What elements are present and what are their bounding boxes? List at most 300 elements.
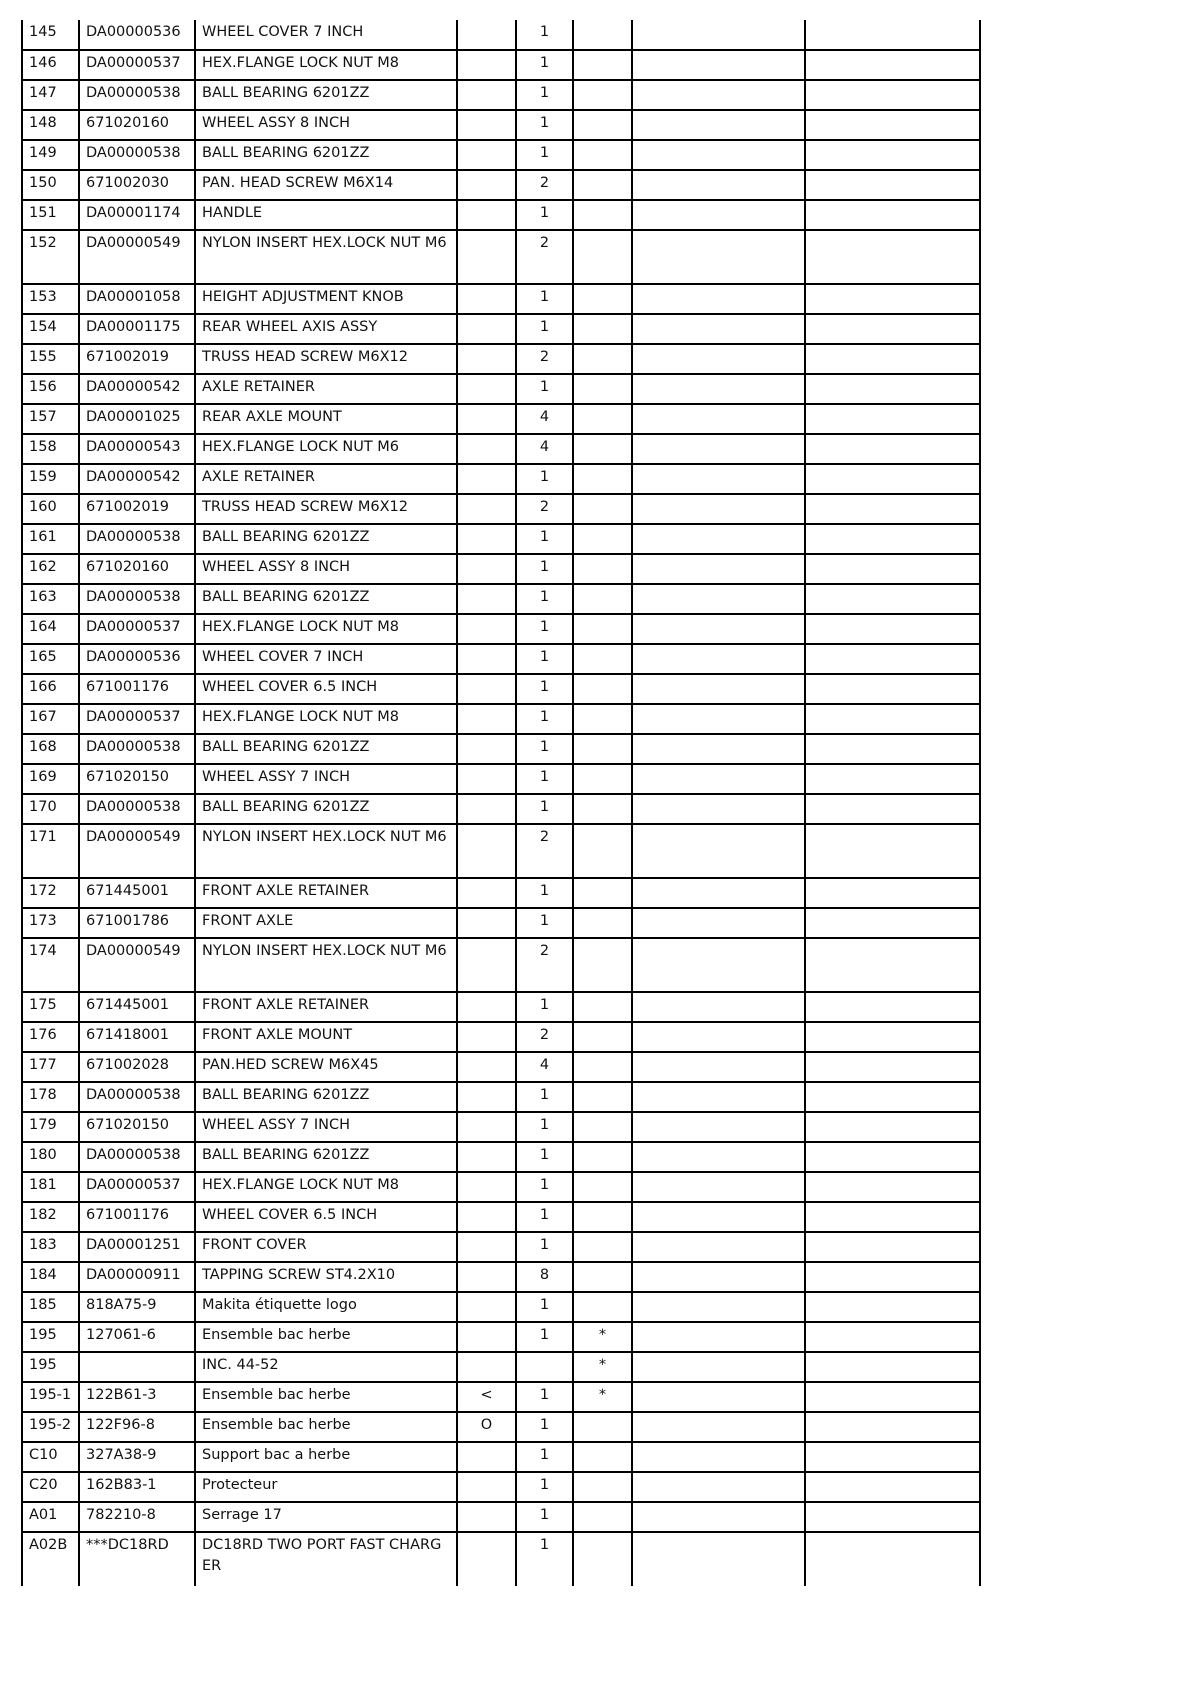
table-row <box>22 20 980 50</box>
mark-cell <box>457 584 516 614</box>
description-cell: NYLON INSERT HEX.LOCK NUT M6 <box>195 230 457 284</box>
item-number-cell: 182 <box>22 1202 79 1232</box>
description-cell: Ensemble bac herbe <box>195 1412 457 1442</box>
description-cell: TAPPING SCREW ST4.2X10 <box>195 1262 457 1292</box>
part-number-cell: DA00000537 <box>79 50 195 80</box>
quantity-cell: 2 <box>516 824 573 878</box>
blank-cell <box>632 494 805 524</box>
note-cell <box>573 1082 632 1112</box>
description-cell: TRUSS HEAD SCREW M6X12 <box>195 494 457 524</box>
note-cell <box>573 1232 632 1262</box>
part-number-cell: 671418001 <box>79 1022 195 1052</box>
table-row <box>22 1442 980 1472</box>
note-cell <box>573 908 632 938</box>
note-cell <box>573 1022 632 1052</box>
part-number-cell: 671002019 <box>79 344 195 374</box>
item-number-cell: 195-2 <box>22 1412 79 1442</box>
mark-cell <box>457 494 516 524</box>
quantity-cell: 1 <box>516 1232 573 1262</box>
item-number-cell: 156 <box>22 374 79 404</box>
item-number-cell: 195 <box>22 1322 79 1352</box>
item-number-cell: 154 <box>22 314 79 344</box>
note-cell <box>573 1142 632 1172</box>
item-number-cell: A02B <box>22 1532 79 1586</box>
blank-cell <box>805 1382 980 1412</box>
blank-cell <box>632 1262 805 1292</box>
quantity-cell: 1 <box>516 1412 573 1442</box>
blank-cell <box>805 1172 980 1202</box>
item-number-cell: 172 <box>22 878 79 908</box>
blank-cell <box>632 794 805 824</box>
blank-cell <box>805 554 980 584</box>
part-number-cell: 671020150 <box>79 1112 195 1142</box>
quantity-cell: 1 <box>516 110 573 140</box>
blank-cell <box>632 374 805 404</box>
quantity-cell: 1 <box>516 908 573 938</box>
quantity-cell: 1 <box>516 1082 573 1112</box>
mark-cell <box>457 404 516 434</box>
description-cell: HANDLE <box>195 200 457 230</box>
blank-cell <box>805 464 980 494</box>
blank-cell <box>632 434 805 464</box>
blank-cell <box>805 284 980 314</box>
part-number-cell: DA00000537 <box>79 614 195 644</box>
blank-cell <box>632 1052 805 1082</box>
blank-cell <box>632 1472 805 1502</box>
part-number-cell: DA00000538 <box>79 1142 195 1172</box>
quantity-cell: 1 <box>516 704 573 734</box>
description-cell: HEX.FLANGE LOCK NUT M8 <box>195 704 457 734</box>
mark-cell <box>457 734 516 764</box>
blank-cell <box>805 1472 980 1502</box>
note-cell <box>573 494 632 524</box>
blank-cell <box>805 1232 980 1262</box>
mark-cell <box>457 230 516 284</box>
note-cell <box>573 1412 632 1442</box>
item-number-cell: 177 <box>22 1052 79 1082</box>
description-cell: FRONT AXLE RETAINER <box>195 878 457 908</box>
table-row <box>22 110 980 140</box>
blank-cell <box>805 644 980 674</box>
quantity-cell: 2 <box>516 230 573 284</box>
part-number-cell: DA00000549 <box>79 938 195 992</box>
table-row <box>22 1202 980 1232</box>
quantity-cell: 1 <box>516 644 573 674</box>
description-cell: Protecteur <box>195 1472 457 1502</box>
part-number-cell: DA00001251 <box>79 1232 195 1262</box>
table-row <box>22 200 980 230</box>
part-number-cell: DA00000538 <box>79 584 195 614</box>
blank-cell <box>805 992 980 1022</box>
part-number-cell: DA00000538 <box>79 794 195 824</box>
part-number-cell: DA00000911 <box>79 1262 195 1292</box>
table-row <box>22 80 980 110</box>
note-cell <box>573 314 632 344</box>
blank-cell <box>632 992 805 1022</box>
quantity-cell: 1 <box>516 1172 573 1202</box>
blank-cell <box>805 434 980 464</box>
part-number-cell: DA00001025 <box>79 404 195 434</box>
blank-cell <box>805 20 980 50</box>
table-row <box>22 794 980 824</box>
quantity-cell: 4 <box>516 404 573 434</box>
note-cell <box>573 284 632 314</box>
blank-cell <box>805 878 980 908</box>
description-cell: WHEEL COVER 6.5 INCH <box>195 1202 457 1232</box>
mark-cell <box>457 284 516 314</box>
table-row <box>22 734 980 764</box>
table-row <box>22 1292 980 1322</box>
blank-cell <box>805 140 980 170</box>
blank-cell <box>805 1322 980 1352</box>
quantity-cell: 1 <box>516 1142 573 1172</box>
item-number-cell: 158 <box>22 434 79 464</box>
blank-cell <box>805 1202 980 1232</box>
description-cell: WHEEL ASSY 7 INCH <box>195 764 457 794</box>
blank-cell <box>805 908 980 938</box>
item-number-cell: 176 <box>22 1022 79 1052</box>
item-number-cell: 151 <box>22 200 79 230</box>
item-number-cell: 183 <box>22 1232 79 1262</box>
note-cell <box>573 170 632 200</box>
part-number-cell: DA00000538 <box>79 1082 195 1112</box>
item-number-cell: 170 <box>22 794 79 824</box>
item-number-cell: 145 <box>22 20 79 50</box>
description-cell: WHEEL ASSY 7 INCH <box>195 1112 457 1142</box>
blank-cell <box>805 674 980 704</box>
blank-cell <box>632 644 805 674</box>
blank-cell <box>805 824 980 878</box>
description-cell: HEX.FLANGE LOCK NUT M6 <box>195 434 457 464</box>
note-cell <box>573 938 632 992</box>
blank-cell <box>632 1202 805 1232</box>
blank-cell <box>805 1292 980 1322</box>
mark-cell <box>457 644 516 674</box>
item-number-cell: 195 <box>22 1352 79 1382</box>
mark-cell <box>457 50 516 80</box>
note-cell <box>573 20 632 50</box>
blank-cell <box>805 374 980 404</box>
description-cell: HEX.FLANGE LOCK NUT M8 <box>195 50 457 80</box>
blank-cell <box>805 1352 980 1382</box>
table-row <box>22 464 980 494</box>
table-row <box>22 284 980 314</box>
table-row <box>22 1172 980 1202</box>
item-number-cell: 174 <box>22 938 79 992</box>
table-row <box>22 524 980 554</box>
mark-cell: O <box>457 1412 516 1442</box>
part-number-cell: DA00000538 <box>79 734 195 764</box>
item-number-cell: 166 <box>22 674 79 704</box>
quantity-cell: 1 <box>516 1442 573 1472</box>
blank-cell <box>632 80 805 110</box>
part-number-cell: 671001786 <box>79 908 195 938</box>
item-number-cell: 173 <box>22 908 79 938</box>
blank-cell <box>805 524 980 554</box>
quantity-cell: 2 <box>516 494 573 524</box>
mark-cell <box>457 1472 516 1502</box>
mark-cell <box>457 1082 516 1112</box>
note-cell <box>573 1262 632 1292</box>
table-row <box>22 344 980 374</box>
blank-cell <box>632 20 805 50</box>
description-cell: FRONT AXLE <box>195 908 457 938</box>
quantity-cell: 8 <box>516 1262 573 1292</box>
quantity-cell: 1 <box>516 764 573 794</box>
note-cell <box>573 674 632 704</box>
quantity-cell: 1 <box>516 314 573 344</box>
mark-cell <box>457 1532 516 1586</box>
table-row <box>22 764 980 794</box>
item-number-cell: C20 <box>22 1472 79 1502</box>
quantity-cell: 1 <box>516 554 573 584</box>
blank-cell <box>805 314 980 344</box>
blank-cell <box>805 170 980 200</box>
mark-cell <box>457 704 516 734</box>
blank-cell <box>805 764 980 794</box>
quantity-cell: 2 <box>516 344 573 374</box>
part-number-cell: 818A75-9 <box>79 1292 195 1322</box>
blank-cell <box>632 404 805 434</box>
note-cell <box>573 554 632 584</box>
table-row <box>22 554 980 584</box>
quantity-cell: 1 <box>516 284 573 314</box>
blank-cell <box>632 1232 805 1262</box>
blank-cell <box>805 794 980 824</box>
quantity-cell: 1 <box>516 674 573 704</box>
description-cell: WHEEL ASSY 8 INCH <box>195 110 457 140</box>
blank-cell <box>632 1112 805 1142</box>
note-cell <box>573 464 632 494</box>
description-cell: REAR WHEEL AXIS ASSY <box>195 314 457 344</box>
blank-cell <box>632 1322 805 1352</box>
blank-cell <box>805 404 980 434</box>
note-cell <box>573 524 632 554</box>
mark-cell <box>457 434 516 464</box>
description-cell: PAN. HEAD SCREW M6X14 <box>195 170 457 200</box>
item-number-cell: 153 <box>22 284 79 314</box>
quantity-cell: 4 <box>516 434 573 464</box>
item-number-cell: 184 <box>22 1262 79 1292</box>
note-cell <box>573 230 632 284</box>
note-cell <box>573 1052 632 1082</box>
quantity-cell: 1 <box>516 734 573 764</box>
description-cell: INC. 44-52 <box>195 1352 457 1382</box>
blank-cell <box>805 230 980 284</box>
part-number-cell: DA00000542 <box>79 374 195 404</box>
quantity-cell: 1 <box>516 80 573 110</box>
quantity-cell: 1 <box>516 200 573 230</box>
blank-cell <box>805 1442 980 1472</box>
item-number-cell: 159 <box>22 464 79 494</box>
item-number-cell: 162 <box>22 554 79 584</box>
part-number-cell: DA00001175 <box>79 314 195 344</box>
part-number-cell: 671020150 <box>79 764 195 794</box>
blank-cell <box>632 464 805 494</box>
description-cell: WHEEL COVER 7 INCH <box>195 20 457 50</box>
mark-cell <box>457 140 516 170</box>
blank-cell <box>632 734 805 764</box>
table-row <box>22 644 980 674</box>
table-row <box>22 908 980 938</box>
description-cell: AXLE RETAINER <box>195 464 457 494</box>
blank-cell <box>805 614 980 644</box>
part-number-cell: DA00000538 <box>79 140 195 170</box>
note-cell <box>573 878 632 908</box>
note-cell <box>573 434 632 464</box>
mark-cell <box>457 80 516 110</box>
description-cell: REAR AXLE MOUNT <box>195 404 457 434</box>
description-cell: BALL BEARING 6201ZZ <box>195 1142 457 1172</box>
table-row <box>22 1352 980 1382</box>
item-number-cell: 179 <box>22 1112 79 1142</box>
description-cell: BALL BEARING 6201ZZ <box>195 524 457 554</box>
description-cell: TRUSS HEAD SCREW M6X12 <box>195 344 457 374</box>
quantity-cell: 2 <box>516 1022 573 1052</box>
blank-cell <box>632 554 805 584</box>
mark-cell <box>457 464 516 494</box>
note-cell <box>573 50 632 80</box>
note-cell <box>573 1442 632 1472</box>
part-number-cell: 671445001 <box>79 992 195 1022</box>
item-number-cell: 195-1 <box>22 1382 79 1412</box>
quantity-cell: 1 <box>516 794 573 824</box>
description-cell: Ensemble bac herbe <box>195 1382 457 1412</box>
quantity-cell: 1 <box>516 1382 573 1412</box>
note-cell <box>573 374 632 404</box>
quantity-cell: 1 <box>516 140 573 170</box>
blank-cell <box>632 908 805 938</box>
item-number-cell: 164 <box>22 614 79 644</box>
part-number-cell: 671445001 <box>79 878 195 908</box>
description-cell: Makita étiquette logo <box>195 1292 457 1322</box>
note-cell <box>573 80 632 110</box>
item-number-cell: 175 <box>22 992 79 1022</box>
blank-cell <box>805 1142 980 1172</box>
description-cell: FRONT AXLE MOUNT <box>195 1022 457 1052</box>
blank-cell <box>632 1142 805 1172</box>
note-cell <box>573 794 632 824</box>
quantity-cell: 4 <box>516 1052 573 1082</box>
mark-cell <box>457 1292 516 1322</box>
part-number-cell: ***DC18RD <box>79 1532 195 1586</box>
description-cell: Serrage 17 <box>195 1502 457 1532</box>
item-number-cell: 180 <box>22 1142 79 1172</box>
blank-cell <box>632 170 805 200</box>
quantity-cell: 1 <box>516 1292 573 1322</box>
mark-cell <box>457 824 516 878</box>
blank-cell <box>805 80 980 110</box>
blank-cell <box>805 584 980 614</box>
item-number-cell: A01 <box>22 1502 79 1532</box>
description-cell: NYLON INSERT HEX.LOCK NUT M6 <box>195 824 457 878</box>
table-row <box>22 1052 980 1082</box>
mark-cell <box>457 200 516 230</box>
blank-cell <box>632 284 805 314</box>
blank-cell <box>632 1172 805 1202</box>
mark-cell <box>457 344 516 374</box>
table-row <box>22 1142 980 1172</box>
item-number-cell: 160 <box>22 494 79 524</box>
note-cell: * <box>573 1382 632 1412</box>
table-row <box>22 1262 980 1292</box>
part-number-cell: 671020160 <box>79 554 195 584</box>
table-row <box>22 614 980 644</box>
table-row <box>22 824 980 878</box>
table-row <box>22 1232 980 1262</box>
blank-cell <box>805 1112 980 1142</box>
mark-cell <box>457 1352 516 1382</box>
blank-cell <box>805 734 980 764</box>
table-row <box>22 584 980 614</box>
item-number-cell: 168 <box>22 734 79 764</box>
quantity-cell: 1 <box>516 464 573 494</box>
quantity-cell: 1 <box>516 374 573 404</box>
blank-cell <box>805 110 980 140</box>
note-cell: * <box>573 1352 632 1382</box>
quantity-cell: 2 <box>516 938 573 992</box>
blank-cell <box>632 344 805 374</box>
item-number-cell: 157 <box>22 404 79 434</box>
note-cell <box>573 404 632 434</box>
blank-cell <box>632 1502 805 1532</box>
part-number-cell: 671020160 <box>79 110 195 140</box>
table-row <box>22 1322 980 1352</box>
item-number-cell: 169 <box>22 764 79 794</box>
mark-cell <box>457 110 516 140</box>
part-number-cell: 671002030 <box>79 170 195 200</box>
item-number-cell: 163 <box>22 584 79 614</box>
table-row <box>22 1112 980 1142</box>
item-number-cell: 171 <box>22 824 79 878</box>
table-row <box>22 1532 980 1586</box>
mark-cell <box>457 794 516 824</box>
note-cell <box>573 1502 632 1532</box>
note-cell <box>573 1292 632 1322</box>
part-number-cell: DA00000537 <box>79 1172 195 1202</box>
table-row <box>22 1022 980 1052</box>
note-cell: * <box>573 1322 632 1352</box>
part-number-cell: DA00000542 <box>79 464 195 494</box>
blank-cell <box>805 1262 980 1292</box>
mark-cell <box>457 1052 516 1082</box>
table-row <box>22 1382 980 1412</box>
part-number-cell: DA00000543 <box>79 434 195 464</box>
parts-table-body <box>22 20 980 1586</box>
item-number-cell: 149 <box>22 140 79 170</box>
item-number-cell: 178 <box>22 1082 79 1112</box>
description-cell: HEIGHT ADJUSTMENT KNOB <box>195 284 457 314</box>
table-row <box>22 140 980 170</box>
description-cell: HEX.FLANGE LOCK NUT M8 <box>195 1172 457 1202</box>
description-cell: Support bac a herbe <box>195 1442 457 1472</box>
note-cell <box>573 140 632 170</box>
note-cell <box>573 644 632 674</box>
table-row <box>22 230 980 284</box>
description-cell: BALL BEARING 6201ZZ <box>195 1082 457 1112</box>
mark-cell: < <box>457 1382 516 1412</box>
part-number-cell: 122B61-3 <box>79 1382 195 1412</box>
part-number-cell: 327A38-9 <box>79 1442 195 1472</box>
note-cell <box>573 992 632 1022</box>
mark-cell <box>457 1502 516 1532</box>
description-cell: WHEEL ASSY 8 INCH <box>195 554 457 584</box>
blank-cell <box>632 614 805 644</box>
description-cell: BALL BEARING 6201ZZ <box>195 794 457 824</box>
note-cell <box>573 764 632 794</box>
table-row <box>22 1502 980 1532</box>
item-number-cell: C10 <box>22 1442 79 1472</box>
